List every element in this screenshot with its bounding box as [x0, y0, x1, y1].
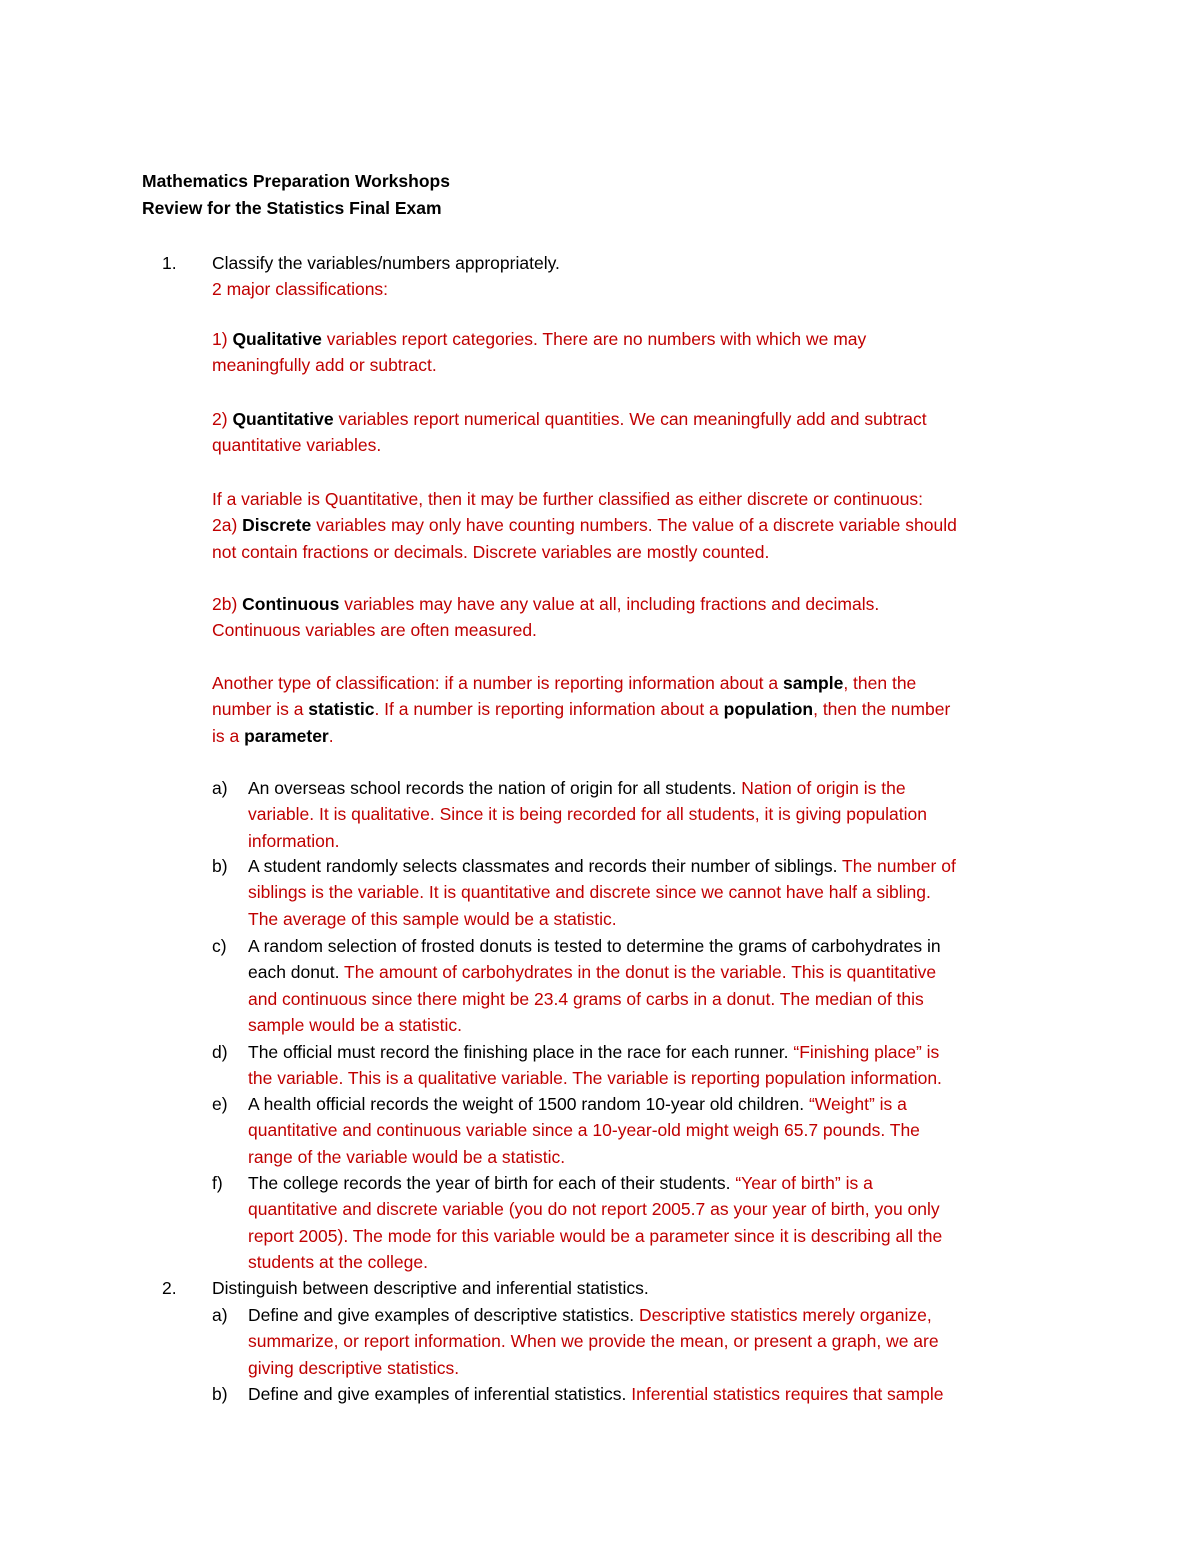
question-number: 1. [162, 253, 177, 273]
population-term: population [723, 699, 814, 720]
sample-population-definition: Another type of classification: if a number is reporting information about a sample, then the number is a statistic. If a number is reporting information about a population, then the number is a parameter. [212, 673, 951, 746]
title-line-2: Review for the Statistics Final Exam [142, 198, 442, 218]
qualitative-definition: 1) Qualitative variables report categories. There are no numbers with which we may meaningfully add or subtract. [212, 329, 867, 376]
question-prompt: Distinguish between descriptive and inferential statistics. [212, 1278, 649, 1298]
parameter-term: parameter [244, 725, 329, 746]
further-classification: If a variable is Quantitative, then it may be further classified as either discrete or continuous: [212, 489, 924, 509]
statistic-term: statistic [308, 699, 375, 720]
continuous-term: Continuous [242, 594, 340, 614]
sample-term: sample [783, 673, 844, 693]
quantitative-term: Quantitative [232, 409, 334, 429]
continuous-definition: 2b) Continuous variables may have any value at all, including fractions and decimals. Continuous variables are often measured. [212, 594, 880, 641]
document-title [142, 168, 1122, 222]
discrete-term: Discrete [242, 515, 312, 536]
title-line-1: Mathematics Preparation Workshops [142, 171, 450, 191]
question-prompt: Classify the variables/numbers appropriately. [212, 253, 560, 273]
discrete-definition: If a variable is Quantitative, then it may be further classified as either discrete or continuous: 2a) Discrete variables may only have counting numbers. The value of a discrete variable should not contain fractions or decimals. Discrete variables are mostly counted. [212, 486, 1092, 565]
document-page: Mathematics Preparation Workshops Review for the Statistics Final Exam 1. Classify the variables/numbers appropriately. 2 major classifications: 1) Qualitative variables report categories. There are no numbers with which we may meaningfully add or subtract. 2) Quantitative variables report numerical quantities. We can meaningfully add and subtract quantitative variables. If a variable is Quantitative, then it may be further classified as either discrete or continuous: 2a) Discrete variables may only have counting numbers. The value of a discrete variable should not contain fractions or decimals. Discrete variables are mostly counted. 2b) Continuous variables may have any value at all, including fractions and decimals. Continuous variables are often measured. Another type of classification: if a number is reporting information about a sample, then the number is a statistic. If a number is reporting information about a population, then the number is a parameter. a) An overseas school records the nation of origin for all students. Nation of origin is the variable. It is qualitative. Since it is being recorded for all students, it is giving population information. b) A student randomly selects classmates and records their number of siblings. The number of siblings is the variable. It is quantitative and discrete since we cannot have half a sibling. The average of this sample would be a statistic. c) A random selection of frosted donuts is tested to determine the grams of carbohydrates in each donut. The amount of carbohydrates in the donut is the variable. This is quantitative and continuous since there might be 23.4 grams of carbs in a donut. The median of this sample would be a statistic. d) The official must record the finishing place in the race for each runner. “Finishing place” is the variable. This is a qualitative variable. The variable is reporting population information. e) A health official records the weight of 1500 random 10-year old children. “Weight” is a quantitative and continuous variable since a 10-year-old might weigh 65.7 pounds. The range of the variable would be a statistic. f) The college records the year of birth for each of their students. “Year of birth” is a quantitative and discrete variable (you do not report 2005.7 as your year of birth, you only report 2005). The mode for this variable would be a parameter since it is describing all the students at the college. 2. Distinguish between descriptive and inferential statistics. a) Define and give examples of descriptive statistics. Descriptive statistics merely organize, summarize, or report information. When we provide the mean, or present a graph, we are giving descriptive statistics. b) Define and give examples of inferential statistics. Inferential statistics requires that sample [0, 0, 1200, 1553]
qualitative-term: Qualitative [232, 329, 322, 349]
major-classifications: 2 major classifications: [212, 279, 389, 300]
question-number: 2. [162, 1278, 177, 1298]
quantitative-definition: 2) Quantitative variables report numerical quantities. We can meaningfully add and subtract quantitative variables. [212, 409, 927, 456]
